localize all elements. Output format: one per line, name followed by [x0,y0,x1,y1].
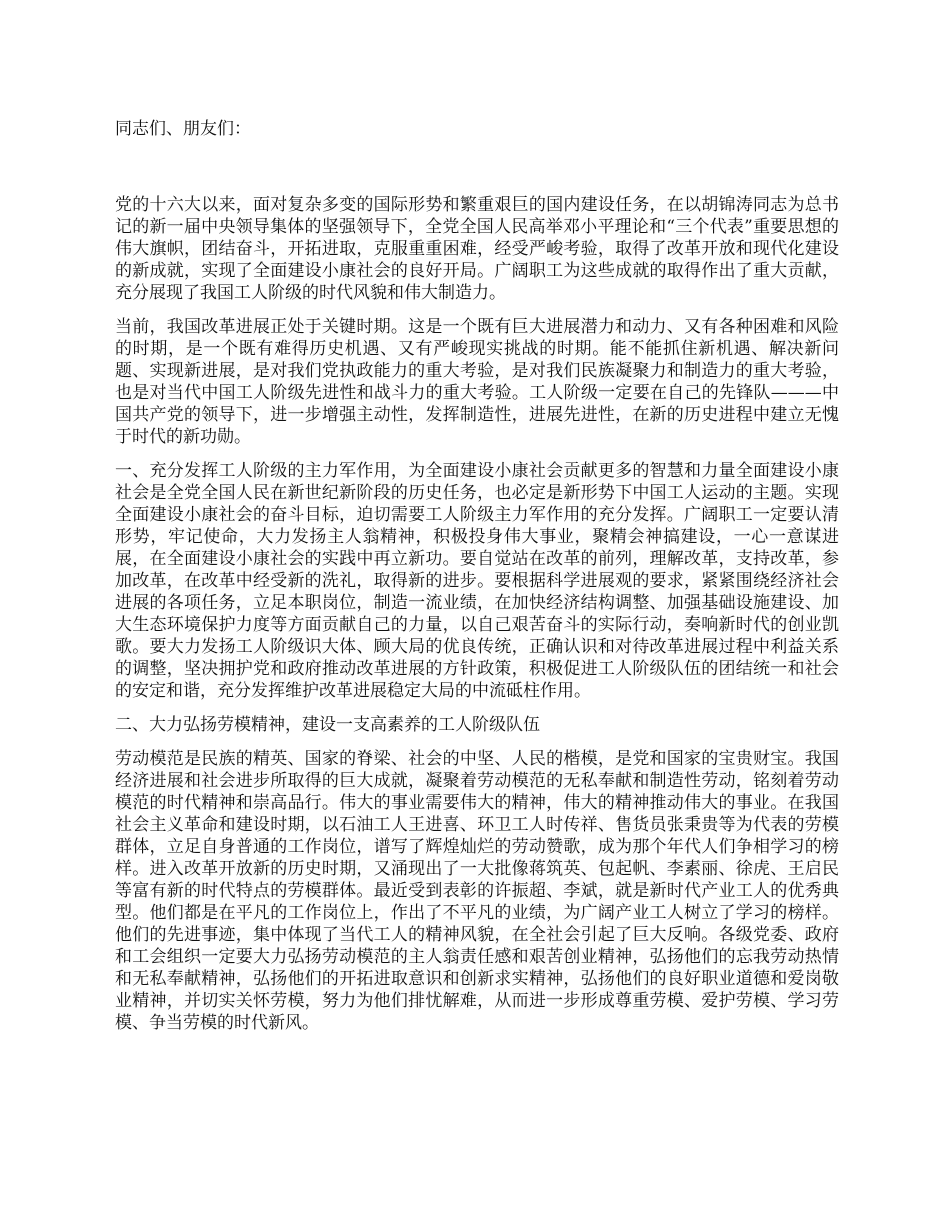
document-page [115,118,839,1046]
paragraph-model-workers: 劳动模范是民族的精英、国家的脊梁、社会的中坚、人民的楷模，是党和国家的宝贵财宝。我国经济进展和社会进步所取得的巨大成就，凝聚着劳动模范的无私奉献和制造性劳动，铭刻着劳动模范的时代精神和崇高品行。伟大的事业需要伟大的精神，伟大的精神推动伟大的事业。在我国社会主义革命和建设时期，以石油工人王进喜、环卫工人时传祥、售货员张秉贵等为代表的劳模群体，立足自身普通的工作岗位，谱写了辉煌灿烂的劳动赞歌，成为那个年代人们争相学习的榜样。进入改革开放新的历史时期，又涌现出了一大批像蒋筑英、包起帆、李素丽、徐虎、王启民等富有新的时代特点的劳模群体。最近受到表彰的许振超、李斌，就是新时代产业工人的优秀典型。他们都是在平凡的工作岗位上，作出了不平凡的业绩，为广阔产业工人树立了学习的榜样。他们的先进事迹，集中体现了当代工人的精神风貌，在全社会引起了巨大反响。各级党委、政府和工会组织一定要大力弘扬劳动模范的主人翁责任感和艰苦创业精神，弘扬他们的忘我劳动热情和无私奉献精神，弘扬他们的开拓进取意识和创新求实精神，弘扬他们的良好职业道德和爱岗敬业精神，并切实关怀劳模，努力为他们排忧解难，从而进一步形成尊重劳模、爱护劳模、学习劳模、争当劳模的时代新风。 [115,749,839,1033]
section-heading-two: 二、大力弘扬劳模精神，建设一支高素养的工人阶级队伍 [115,715,540,735]
paragraph-current-situation: 当前，我国改革进展正处于关键时期。这是一个既有巨大进展潜力和动力、又有各种困难和风险的时期，是一个既有难得历史机遇、又有严峻现实挑战的时期。能不能抓住新机遇、解决新问题、实现新进展，是对我们党执政能力的重大考验，是对我们民族凝聚力和制造力的重大考验，也是对当代中国工人阶级先进性和战斗力的重大考验。工人阶级一定要在自己的先锋队———中国共产党的领导下，进一步增强主动性，发挥制造性，进展先进性，在新的历史进程中建立无愧于时代的新功勋。 [115,317,839,447]
paragraph-section-one: 一、充分发挥工人阶级的主力军作用，为全面建设小康社会贡献更多的智慧和力量全面建设小康社会是全党全国人民在新世纪新阶段的历史任务，也必定是新形势下中国工人运动的主题。实现全面建设小康社会的奋斗目标，迫切需要工人阶级主力军作用的充分发挥。广阔职工一定要认清形势，牢记使命，大力发扬主人翁精神，积极投身伟大事业，聚精会神搞建设，一心一意谋进展，在全面建设小康社会的实践中再立新功。要自觉站在改革的前列，理解改革，支持改革，参加改革，在改革中经受新的洗礼，取得新的进步。要根据科学进展观的要求，紧紧围绕经济社会进展的各项任务，立足本职岗位，制造一流业绩，在加快经济结构调整、加强基础设施建设、加大生态环境保护力度等方面贡献自己的力量，以自己艰苦奋斗的实际行动，奏响新时代的创业凯歌。要大力发扬工人阶级识大体、顾大局的优良传统，正确认识和对待改革进展过程中利益关系的调整，坚决拥护党和政府推动改革进展的方针政策，积极促进工人阶级队伍的团结统一和社会的安定和谐，充分发挥维护改革进展稳定大局的中流砥柱作用。 [115,461,839,701]
paragraph-achievements: 党的十六大以来，面对复杂多变的国际形势和繁重艰巨的国内建设任务，在以胡锦涛同志为总书记的新一届中央领导集体的坚强领导下，全党全国人民高举邓小平理论和“三个代表”重要思想的伟大旗帜，团结奋斗，开拓进取，克服重重困难，经受严峻考验，取得了改革开放和现代化建设的新成就，实现了全面建设小康社会的良好开局。广阔职工为这些成就的取得作出了重大贡献，充分展现了我国工人阶级的时代风貌和伟大制造力。 [115,195,839,303]
salutation: 同志们、朋友们： [115,119,251,139]
